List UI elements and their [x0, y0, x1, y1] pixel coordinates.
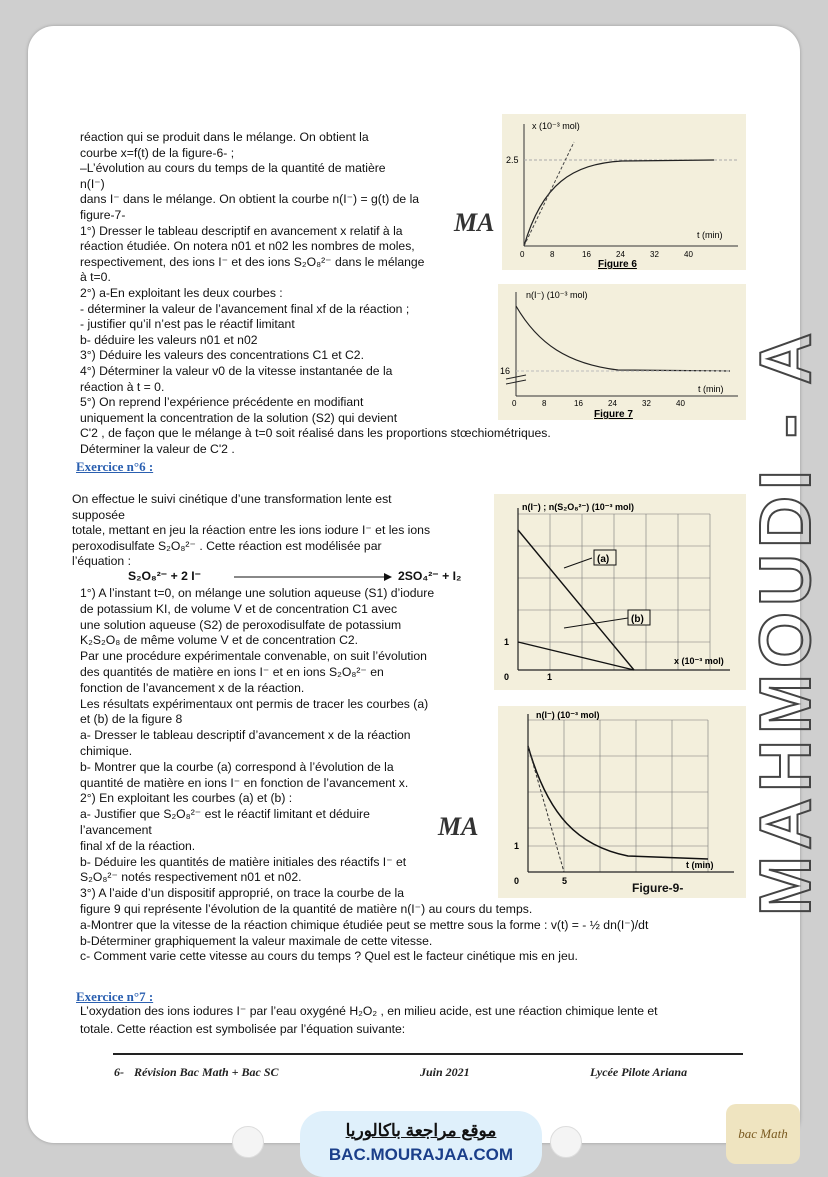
fig7-xlabel: t (min)	[698, 384, 724, 394]
fig7-ytick: 16	[500, 366, 511, 376]
text-line: chimique.	[80, 744, 133, 758]
footer-page: 6-	[114, 1065, 124, 1079]
text-line: Déterminer la valeur de C'2 .	[80, 442, 235, 456]
text-line: b- Déduire les quantités de matière initiales des réactifs I⁻ et	[80, 854, 407, 869]
svg-text:32: 32	[642, 399, 651, 408]
fig7-caption: Figure 7	[594, 409, 633, 420]
text-line: K₂S₂O₈ de même volume V et de concentration C2.	[80, 633, 359, 648]
fig8-xlabel: x (10⁻³ mol)	[674, 656, 724, 666]
fig7-ylabel: n(I⁻) (10⁻³ mol)	[526, 290, 588, 300]
text-line: C'2 , de façon que le mélange à t=0 soit réalisé dans les proportions stœchiométriques.	[80, 426, 551, 441]
text-line: 1°) Dresser le tableau descriptif en avancement x relatif à la	[80, 223, 403, 238]
fig9-ylabel: n(I⁻) (10⁻³ mol)	[536, 710, 600, 720]
svg-text:32: 32	[650, 250, 659, 259]
banner-arabic: موقع مراجعة باكالوريا	[345, 1121, 497, 1140]
svg-text:24: 24	[608, 399, 617, 408]
text-line: l’avancement	[80, 823, 152, 837]
text-line: c- Comment varie cette vitesse au cours du temps ? Quel est le facteur cinétique mis en jeu.	[80, 949, 578, 964]
equation-right: 2SO₄²⁻ + I₂	[398, 569, 462, 583]
text-line: figure-7-	[80, 208, 126, 222]
fig6-ylabel: x (10⁻³ mol)	[532, 121, 580, 131]
footer-date: Juin 2021	[420, 1065, 470, 1079]
fig6-caption: Figure 6	[598, 259, 637, 270]
svg-text:8: 8	[542, 399, 547, 408]
text-line: une solution aqueuse (S2) de peroxodisulfate de potassium	[80, 617, 402, 632]
exercise6-title: Exercice n°6 :	[76, 459, 154, 474]
svg-text:8: 8	[550, 250, 555, 259]
text-line: peroxodisulfate S₂O₈²⁻ . Cette réaction est modélisée par	[72, 538, 382, 553]
text-line: supposée	[72, 507, 125, 522]
exercise7-title: Exercice n°7 :	[76, 989, 154, 1004]
fig9-caption: Figure-9-	[632, 881, 684, 895]
text-line: 5°) On reprend l’expérience précédente en modifiant	[80, 395, 364, 410]
equation-left: S₂O₈²⁻ + 2 I⁻	[128, 569, 202, 583]
fig6-xlabel: t (min)	[697, 230, 723, 240]
text-line: L’oxydation des ions iodures I⁻ par l’eau oxygéné H₂O₂ , en milieu acide, est une réaction chimique lente et	[80, 1004, 658, 1018]
svg-text:40: 40	[684, 250, 693, 259]
svg-text:0: 0	[520, 250, 525, 259]
ma-logo: MA	[454, 208, 495, 237]
svg-text:40: 40	[676, 399, 685, 408]
svg-text:MAHMOUDI - A: MAHMOUDI - A	[746, 326, 826, 916]
svg-text:1: 1	[514, 841, 520, 851]
text-line: 3°) A l’aide d’un dispositif approprié, on trace la courbe de la	[80, 886, 404, 901]
svg-text:5: 5	[562, 876, 568, 886]
svg-text:16: 16	[582, 250, 591, 259]
bac-math-badge: bac Math	[726, 1104, 800, 1164]
site-banner[interactable]	[300, 1111, 542, 1177]
svg-text:1: 1	[504, 637, 510, 647]
text-line: b- déduire les valeurs n01 et n02	[80, 332, 258, 347]
text-line: a- Dresser le tableau descriptif d’avancement x de la réaction	[80, 728, 411, 743]
text-line: totale, mettant en jeu la réaction entre les ions iodure I⁻ et les ions	[72, 523, 431, 538]
text-line: l’équation :	[72, 554, 131, 569]
fig8-label-b: (b)	[631, 614, 644, 625]
text-line: réaction à t = 0.	[80, 379, 165, 394]
text-line: 4°) Déterminer la valeur v0 de la vitesse instantanée de la	[80, 364, 393, 378]
svg-text:24: 24	[616, 250, 625, 259]
text-line: 2°) En exploitant les courbes (a) et (b) :	[80, 791, 293, 806]
svg-text:0: 0	[514, 876, 520, 886]
text-line: final xf de la réaction.	[80, 838, 196, 853]
figure-9	[498, 706, 746, 898]
footer-revision: Révision Bac Math + Bac SC	[134, 1065, 279, 1079]
figure-7	[498, 284, 746, 420]
text-line: a- Justifier que S₂O₈²⁻ est le réactif limitant et déduire	[80, 807, 370, 822]
text-line: n(I⁻)	[80, 176, 105, 191]
text-line: uniquement la concentration de la solution (S2) qui devient	[80, 410, 398, 425]
figure-8	[494, 494, 746, 690]
text-line: b-Déterminer graphiquement la valeur maximale de cette vitesse.	[80, 933, 433, 948]
fig8-label-a: (a)	[597, 554, 610, 565]
text-line: 3°) Déduire les valeurs des concentrations C1 et C2.	[80, 348, 364, 363]
banner-url[interactable]: BAC.MOURAJAA.COM	[328, 1145, 514, 1164]
text-line: totale. Cette réaction est symbolisée par l’équation suivante:	[80, 1022, 406, 1036]
text-line: On effectue le suivi cinétique d’une transformation lente est	[72, 492, 392, 506]
page-sheet	[28, 26, 826, 1164]
text-line: 1°) A l’instant t=0, on mélange une solution aqueuse (S1) d’iodure	[80, 586, 435, 600]
text-line: des quantités de matière en ions I⁻ et en ions S₂O₈²⁻ en	[80, 665, 384, 679]
author-watermark	[748, 126, 828, 926]
text-line: - justifier qu’il n’est pas le réactif limitant	[80, 317, 295, 332]
fig8-ylabel: n(I⁻) ; n(S₂O₈²⁻) (10⁻³ mol)	[522, 502, 634, 512]
footer-rule	[113, 1053, 743, 1055]
round-logo-right	[550, 1126, 582, 1158]
text-line: courbe x=f(t) de la figure-6- ;	[80, 145, 235, 160]
svg-text:1: 1	[547, 672, 553, 682]
round-logo-left	[232, 1126, 264, 1158]
ma-logo-2: MA	[438, 812, 479, 841]
svg-text:0: 0	[504, 672, 510, 682]
text-line: à t=0.	[80, 270, 111, 285]
text-line: de potassium KI, de volume V et de concentration C1 avec	[80, 601, 398, 616]
text-line: Les résultats expérimentaux ont permis de tracer les courbes (a)	[80, 696, 429, 711]
text-line: réaction qui se produit dans le mélange. On obtient la	[80, 130, 369, 144]
text-line: dans I⁻ dans le mélange. On obtient la courbe n(I⁻) = g(t) de la	[80, 192, 420, 207]
text-line: respectivement, des ions I⁻ et des ions S₂O₈²⁻ dans le mélange	[80, 254, 425, 269]
figure-6	[502, 114, 746, 270]
text-line: a-Montrer que la vitesse de la réaction chimique étudiée peut se mettre sous la forme : v(t) = - ½ dn(I⁻)/dt	[80, 917, 649, 932]
text-line: fonction de l’avancement x de la réaction.	[80, 680, 305, 695]
text-line: b- Montrer que la courbe (a) correspond à l’évolution de la	[80, 759, 394, 774]
footer-school: Lycée Pilote Ariana	[590, 1065, 688, 1079]
reaction-arrow	[234, 572, 392, 582]
text-line: et (b) de la figure 8	[80, 712, 183, 727]
text-line: figure 9 qui représente l’évolution de la quantité de matière n(I⁻) au cours du temps.	[80, 902, 533, 916]
fig9-xlabel: t (min)	[686, 860, 714, 870]
text-line: S₂O₈²⁻ notés respectivement n01 et n02.	[80, 870, 302, 885]
text-line: –L’évolution au cours du temps de la quantité de matière	[80, 161, 386, 176]
fig6-ytick: 2.5	[506, 155, 519, 165]
svg-text:16: 16	[574, 399, 583, 408]
text-line: quantité de matière en ions I⁻ en fonction de l’avancement x.	[80, 775, 409, 790]
svg-text:0: 0	[512, 399, 517, 408]
text-line: réaction étudiée. On notera n01 et n02 les nombres de moles,	[80, 239, 415, 254]
text-line: Par une procédure expérimentale convenable, on suit l’évolution	[80, 649, 427, 664]
text-line: 2°) a-En exploitant les deux courbes :	[80, 286, 283, 300]
text-line: - déterminer la valeur de l’avancement final xf de la réaction ;	[80, 301, 410, 316]
